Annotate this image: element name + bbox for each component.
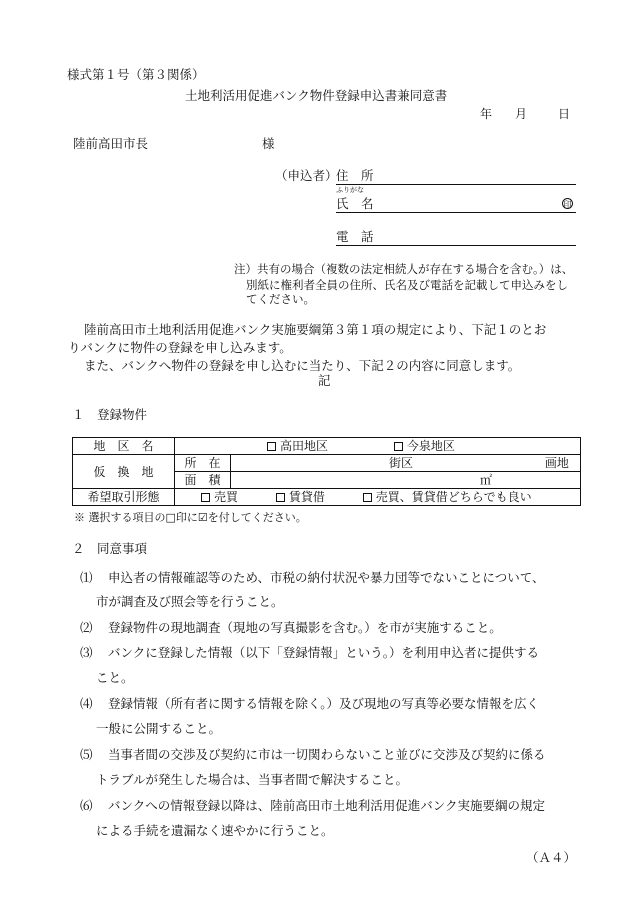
location-label: 所 在	[175, 455, 231, 472]
trade-options	[175, 489, 581, 506]
table-row-district	[73, 438, 581, 455]
trade-option-either[interactable]: 売買、賃貸借どちらでも良い	[363, 490, 532, 504]
note-line-3: てください。	[246, 292, 315, 306]
checkbox-icon[interactable]	[394, 442, 403, 451]
name-field-line[interactable]	[336, 212, 576, 213]
note-line-2: 別紙に権利者全員の住所、氏名及び電話を記載して申込みをし	[246, 278, 568, 292]
block-unit-label: 街区	[389, 456, 414, 470]
recipient-name: 陸前高田市長	[73, 136, 149, 151]
address-field-line[interactable]	[336, 184, 576, 185]
checkbox-icon[interactable]	[267, 442, 276, 451]
note-line-1: 注）共有の場合（複数の法定相続人が存在する場合を含む。）は、	[234, 262, 574, 276]
intro-line-2: りバンクに物件の登録を申し込みます。	[68, 340, 292, 355]
date-day-label: 日	[558, 107, 571, 121]
phone-label: 電 話	[336, 229, 374, 244]
ki-label: 記	[318, 373, 331, 388]
lot-unit-label: 画地	[544, 456, 569, 470]
address-label: 住 所	[336, 168, 374, 183]
table-row-trade	[73, 489, 581, 506]
date-month-label: 月	[515, 107, 528, 121]
checkbox-icon[interactable]	[276, 493, 285, 502]
location-field[interactable]	[231, 455, 581, 472]
temp-land-label: 仮 換 地	[73, 455, 175, 489]
phone-field-line[interactable]	[336, 245, 576, 246]
district-option-imaizumi[interactable]: 今泉地区	[394, 439, 455, 453]
area-unit-label: ㎡	[480, 473, 493, 487]
furigana-label: ふりがな	[336, 186, 364, 194]
section2-heading: ２ 同意事項	[72, 541, 148, 556]
date-year-label: 年	[480, 107, 493, 121]
intro-line-3: また、バンクへ物件の登録を申し込むに当たり、下記２の内容に同意します。	[84, 358, 521, 373]
district-option-takata[interactable]: 高田地区	[267, 439, 328, 453]
district-label: 地 区 名	[73, 438, 175, 455]
property-table	[72, 437, 581, 506]
table-footnote: ※ 選択する項目の□印に☑を付してください。	[74, 511, 307, 524]
section1-heading: １ 登録物件	[72, 407, 148, 422]
applicant-label: （申込者）	[275, 168, 338, 183]
table-row-location	[73, 455, 581, 472]
trade-option-lease[interactable]: 賃貸借	[276, 490, 325, 504]
checkbox-icon[interactable]	[363, 493, 372, 502]
form-number: 様式第１号（第３関係）	[67, 67, 205, 82]
intro-line-1: 陸前高田市土地利活用促進バンク実施要綱第３第１項の規定により、下記１のとお	[84, 322, 547, 337]
area-field[interactable]	[231, 472, 581, 489]
paper-size-label: （Ａ４）	[526, 850, 577, 865]
recipient-honorific: 様	[262, 136, 275, 151]
name-label: 氏 名	[336, 196, 374, 211]
page-title: 土地利活用促進バンク物件登録申込書兼同意書	[185, 88, 448, 103]
area-label: 面 積	[175, 472, 231, 489]
seal-mark: 印	[563, 200, 572, 209]
district-options	[175, 438, 581, 455]
checkbox-icon[interactable]	[201, 493, 210, 502]
trade-option-sale[interactable]: 売買	[201, 490, 238, 504]
trade-type-label: 希望取引形態	[73, 489, 175, 506]
